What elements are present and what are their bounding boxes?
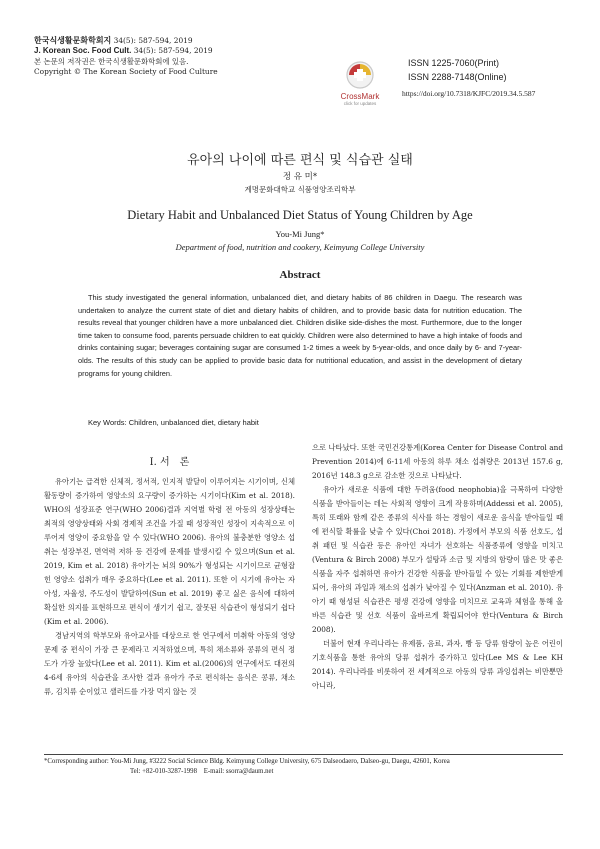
footnote-author: *Corresponding author: You-Mi Jung, #3222 Social Science Bldg. Keimyung College University, 675 Dalseodaero, Dalseo-gu, Daegu, 42601, Korea [44,758,450,765]
journal-name-ko: 한국식생활문화학회지 [34,36,112,45]
journal-cite-ko: 34(5): 587-594, 2019 [111,36,193,45]
abstract-text: This study investigated the general information, unbalanced diet, and dietary habits of 86 children in Daegu. The research was undertaken to analyze the current state of diet and dietary habits of children, and to provide basic data for nutrition education. The results reveal that younger children have a more unbalanced diet. Children dislike side-dishes the most. Furthermore, due to the longer time taken to consume food, parents persuade children to eat quickly. Children were also determined to have a high intake of foods and drinks containing sugar; beverages containing sugar are consumed 1-2 times a week by 5-year-olds, and once daily by 6- and 7-year-olds. The results of this study can be applied to provide basic data for nutritional education, and assist in the development of dietary programs for young children. [78,293,522,378]
title-ko: 유아의 나이에 따른 편식 및 식습관 실태 [187,153,413,168]
issn-print: ISSN 1225-7060(Print) [408,58,500,68]
copyright-ko: 본 논문의 저작권은 한국식생활문화학회에 있음. [34,56,189,66]
footnote-contact: Tel: +82-010-3287-1998 E-mail: ssorra@daum.net [130,768,274,775]
crossmark-badge[interactable] [333,60,387,106]
issn-online: ISSN 2288-7148(Online) [408,72,507,82]
keywords: Key Words: Children, unbalanced diet, dietary habit [88,418,259,427]
title-en: Dietary Habit and Unbalanced Diet Status of Young Children by Age [127,208,473,222]
body-column-right [312,441,563,693]
paragraph: 으로 나타났다. 또한 국민건강통계(Korea Center for Disease Control and Prevention 2014)에 6-11세 아동의 하루 채소 섭취량은 2013년 157.6 g, 2016년 148.3 g으로 감소한 것으로 나타났다. [312,443,563,480]
paragraph: 유아기는 급격한 신체적, 정서적, 인지적 발달이 이루어지는 시기이며, 신체 활동량이 증가하여 영양소의 요구량이 증가하는 시기이다(Kim et al. 2018). WHO의 성장표준 연구(WHO 2006)결과 지역별 학령 전 아동의 성장상태는 최적의 영양상태와 사회 경제적 조건을 가질 때 성장적인 성장이 지속적으로 이루어져 영양이 중요함을 알 수 있다(WHO 2006). 유아의 불충분한 영양소 섭취는 성장부진, 면역력 저하 등 건강에 문제를 발생시킬 수 있으며(Sun et al. 2019, Kim et al. 2018) 유아기는 뇌의 90%가 형성되는 시기이므로 균형잡힌 영양소 섭취가 매우 중요하다(Lee et al. 2011). 또한 이 시기에 유아는 자아성, 자율성, 주도성이 발달하여(Sun et al. 2019) 좋고 싫은 음식에 대하여 확실한 의지를 표현하므로 편식이 생기기 쉽고, 잘못된 식습관이 형성되기 쉽다(Kim et al. 2006). [44,477,295,626]
section-heading-intro: I. 서 론 [149,457,190,468]
crossmark-sub: click for updates [343,101,377,106]
abstract-heading: Abstract [279,269,321,281]
issn-block [402,56,578,101]
crossmark-icon [345,60,375,90]
crossmark-label: CrossMark [340,92,380,101]
paragraph: 더불어 현재 우리나라는 유제품, 음료, 과자, 빵 등 당류 함량이 높은 어린이 기호식품을 통한 유아의 당류 섭취가 증가하고 있다(Lee MS & Lee KH 2014). 우리나라를 비롯하여 전 세계적으로 아동의 당류 과잉섭취는 비만뿐만 아니라, [312,639,563,690]
journal-name-en: J. Korean Soc. Food Cult. [34,46,132,56]
paragraph: 경남지역의 학부모와 유아교사를 대상으로 한 연구에서 미취학 아동의 영양문제 중 편식이 가장 큰 문제라고 지적하였으며, 특히 채소류와 콩류의 편식 정도가 가장 높았다(Lee et al. 2011). Kim et al.(2006)의 연구에서도 대전의 4-6세 유아의 식습관을 조사한 결과 유아가 주로 편식하는 음식은 콩류, 채소류, 김치류 순이었고 샐러드를 가장 먹지 않는 것 [44,631,295,696]
journal-cite-en: 34(5): 587-594, 2019 [131,46,213,56]
affiliation-ko: 계명문화대학교 식품영양조리학부 [244,185,356,194]
copyright-en: Copyright © The Korean Society of Food Culture [34,66,218,76]
footnote [44,757,563,777]
body-column-left [44,475,295,699]
footnote-divider [44,754,563,755]
journal-info [34,36,294,77]
author-en: You-Mi Jung* [275,229,325,239]
affiliation-en: Department of food, nutrition and cookery, Keimyung College University [175,242,425,252]
doi-link[interactable]: https://doi.org/10.7318/KJFC/2019.34.5.587 [402,89,536,98]
author-ko: 정 유 미* [282,172,318,182]
paragraph: 유아가 새로운 식품에 대한 두려움(food neophobia)을 극복하여 다양한 식품을 받아들이는 데는 사회적 영향이 크게 작용하며(Addessi et al. 2005), 특히 또래와 함께 같은 종류의 식사를 하는 경험이 새로운 음식을 받아들일 때에 편식할 확률을 낮출 수 있다(Choi 2018). 가정에서 부모의 식품 선호도, 섭취 패턴 및 식습관 등은 유아인 자녀가 선호하는 식품종류에 영향을 미치고(Ventura & Birch 2008) 부모가 설탕과 소금 및 지방의 함량이 많은 맛 좋은 식품을 자주 섭취하면 유아가 건강한 식품을 받아들일 수 있는 기회를 제한받게 되어, 유아의 과일과 채소의 섭취가 낮아질 수 있다(Anzman et al. 2010). 유아기 때 형성된 식습관은 평생 건강에 영향을 미치므로 교육과 체험을 통해 올바른 식습관 및 선호 식품이 올바르게 확립되어야 한다(Ventura & Birch 2008). [312,485,563,634]
